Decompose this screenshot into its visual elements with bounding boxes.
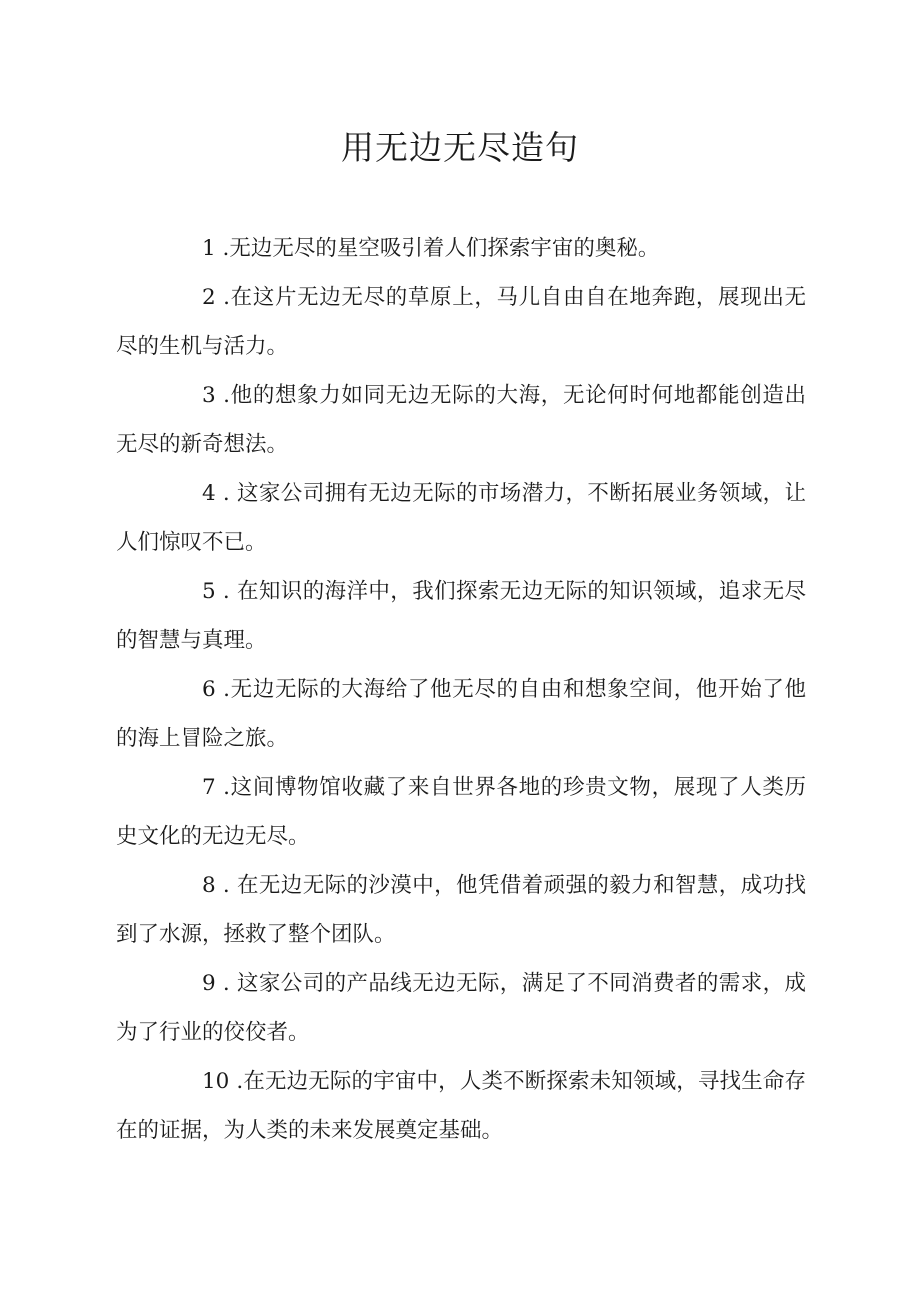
- document-title: 用无边无尽造句: [341, 128, 579, 167]
- sentence-text: .无边无尽的星空吸引着人们探索宇宙的奥秘。: [215, 236, 660, 261]
- sentence-text: .无边无际的大海给了他无尽的自由和想象空间，他开始了他的海上冒险之旅。: [116, 677, 806, 751]
- sentence-item: [116, 763, 806, 861]
- sentence-item: [116, 959, 806, 1057]
- sentence-text: . 在无边无际的沙漠中，他凭借着顽强的毅力和智慧，成功找到了水源，拯救了整个团队。: [116, 873, 806, 947]
- sentence-text: .在这片无边无尽的草原上，马儿自由自在地奔跑，展现出无尽的生机与活力。: [116, 285, 806, 359]
- sentence-text: . 这家公司拥有无边无际的市场潜力，不断拓展业务领域，让人们惊叹不已。: [116, 481, 806, 555]
- sentence-text: .在无边无际的宇宙中，人类不断探索未知领域，寻找生命存在的证据，为人类的未来发展奠定基础。: [116, 1069, 806, 1143]
- sentence-number: 2: [202, 285, 216, 310]
- sentence-number: 3: [202, 383, 216, 408]
- sentence-item: [116, 224, 806, 273]
- sentence-number: 10: [202, 1069, 230, 1094]
- sentence-item: [116, 371, 806, 469]
- sentence-text: .这间博物馆收藏了来自世界各地的珍贵文物，展现了人类历史文化的无边无尽。: [116, 775, 806, 849]
- sentence-number: 6: [202, 677, 216, 702]
- sentence-number: 4: [202, 481, 216, 506]
- sentence-text: .他的想象力如同无边无际的大海，无论何时何地都能创造出无尽的新奇想法。: [116, 383, 806, 457]
- sentence-item: [116, 861, 806, 959]
- sentence-item: [116, 665, 806, 763]
- sentence-number: 7: [202, 775, 216, 800]
- sentence-item: [116, 273, 806, 371]
- sentence-text: . 这家公司的产品线无边无际，满足了不同消费者的需求，成为了行业的佼佼者。: [116, 971, 806, 1045]
- sentence-item: [116, 1057, 806, 1155]
- sentence-number: 5: [202, 579, 216, 604]
- sentence-item: [116, 567, 806, 665]
- sentence-number: 9: [202, 971, 216, 996]
- sentence-number: 8: [202, 873, 216, 898]
- sentence-list: [116, 224, 806, 1155]
- sentence-item: [116, 469, 806, 567]
- sentence-text: . 在知识的海洋中，我们探索无边无际的知识领域，追求无尽的智慧与真理。: [116, 579, 806, 653]
- sentence-number: 1: [202, 236, 216, 261]
